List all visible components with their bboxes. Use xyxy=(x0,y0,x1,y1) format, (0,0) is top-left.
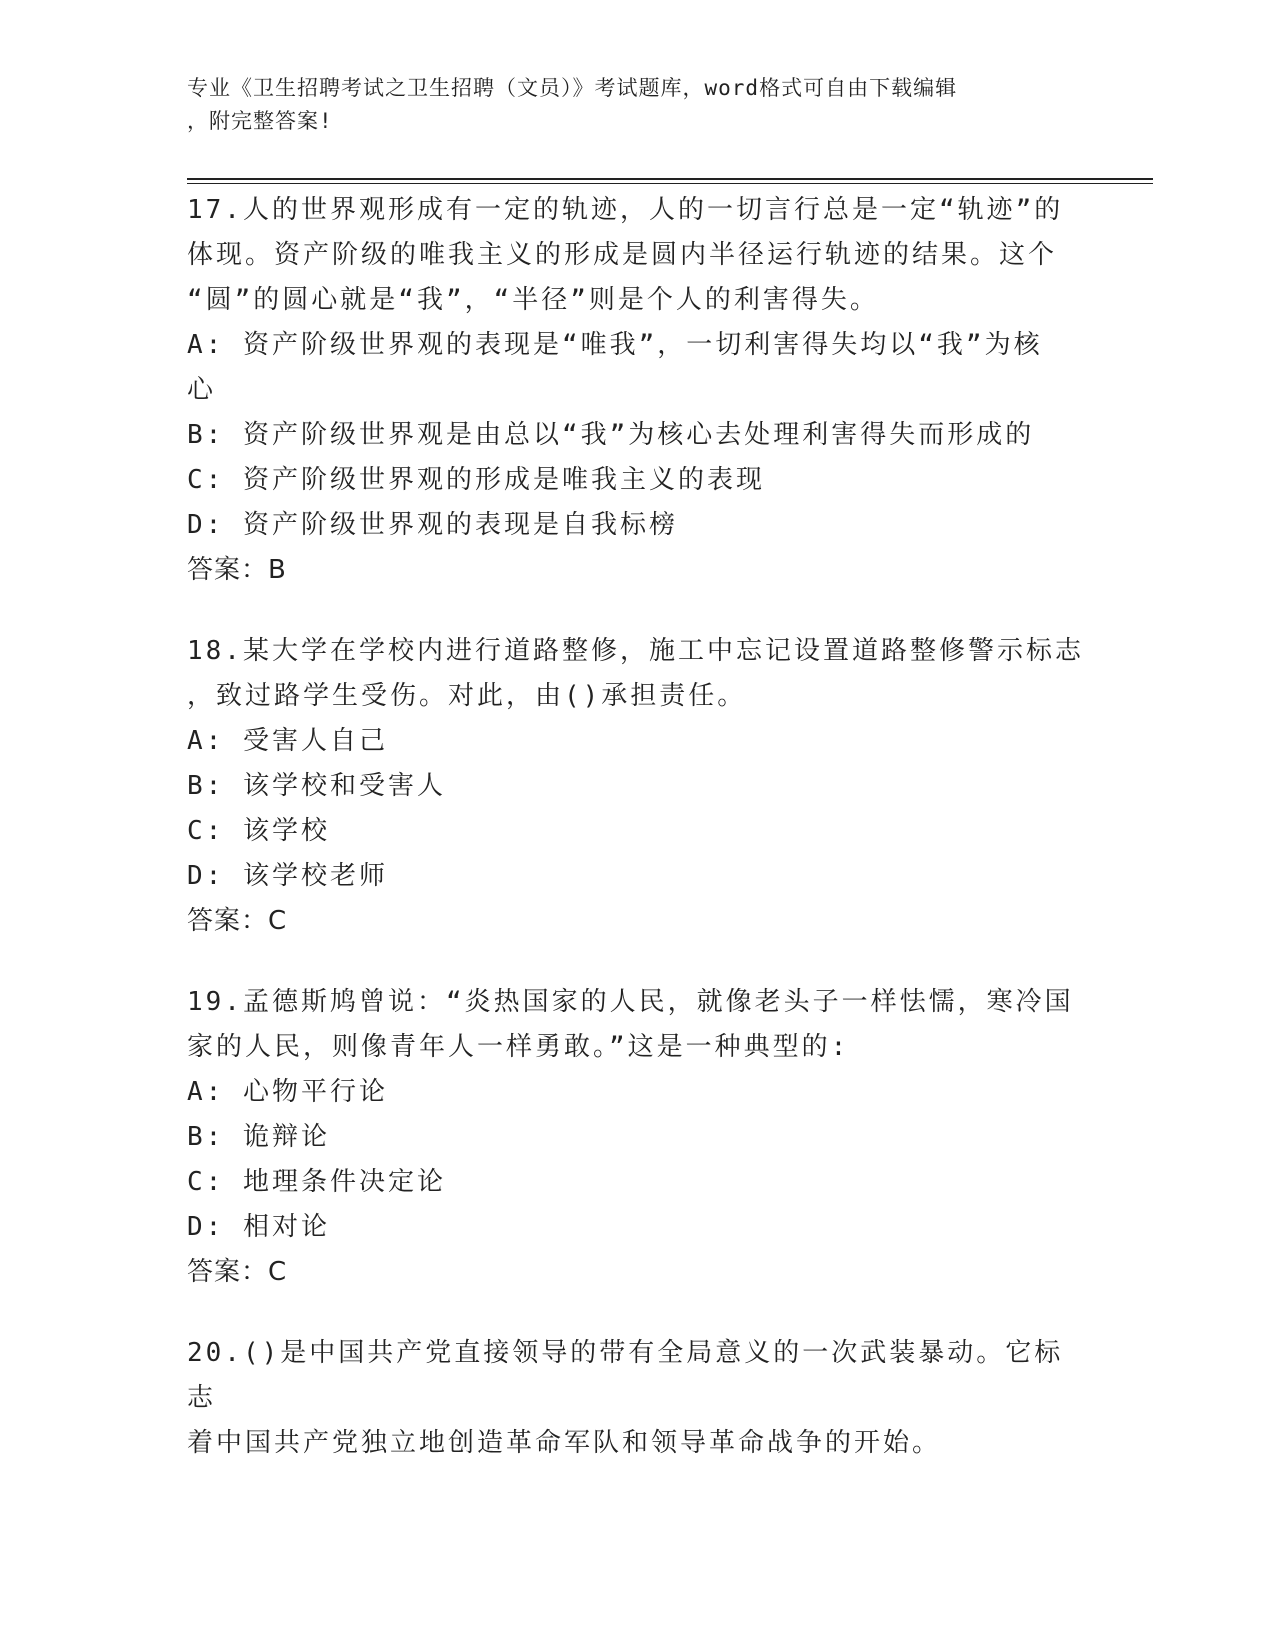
option-a: A: 心物平行论 xyxy=(187,1077,388,1107)
option-c: C: 地理条件决定论 xyxy=(187,1167,446,1197)
question-text-line: 19.孟德斯鸠曾说：“炎热国家的人民，就像老头子一样怯懦，寒冷国 xyxy=(187,987,1074,1017)
question-text-line: 17.人的世界观形成有一定的轨迹，人的一切言行总是一定“轨迹”的 xyxy=(187,195,1064,225)
option-line: A: 资产阶级世界观的表现是“唯我”，一切利害得失均以“我”为核 xyxy=(187,330,1043,360)
question-text xyxy=(187,629,1087,719)
question-18 xyxy=(187,629,1087,944)
question-text-line: 家的人民，则像青年人一样勇敢。”这是一种典型的: xyxy=(187,1032,850,1062)
answer-label: 答案：B xyxy=(187,555,287,585)
option-a xyxy=(187,323,1087,413)
answer-label: 答案：C xyxy=(187,1257,288,1287)
document-header xyxy=(187,72,1067,138)
question-text-line: ，致过路学生受伤。对此，由()承担责任。 xyxy=(187,681,747,711)
question-text-line: 着中国共产党独立地创造革命军队和领导革命战争的开始。 xyxy=(187,1428,942,1458)
question-text-line: 20.()是中国共产党直接领导的带有全局意义的一次武装暴动。它标志 xyxy=(187,1338,1064,1413)
question-20 xyxy=(187,1331,1087,1466)
option-d: D: 资产阶级世界观的表现是自我标榜 xyxy=(187,510,678,540)
question-text xyxy=(187,188,1087,323)
question-17 xyxy=(187,188,1087,593)
question-text xyxy=(187,1331,1087,1466)
option-c: C: 资产阶级世界观的形成是唯我主义的表现 xyxy=(187,465,765,495)
option-d: D: 相对论 xyxy=(187,1212,330,1242)
option-b: B: 该学校和受害人 xyxy=(187,771,446,801)
option-d: D: 该学校老师 xyxy=(187,861,388,891)
question-list xyxy=(187,188,1087,1502)
question-text-line: “圆”的圆心就是“我”，“半径”则是个人的利害得失。 xyxy=(187,285,879,315)
header-divider-thin xyxy=(187,183,1153,184)
option-a: A: 受害人自己 xyxy=(187,726,388,756)
option-b: B: 资产阶级世界观是由总以“我”为核心去处理利害得失而形成的 xyxy=(187,420,1035,450)
header-divider-thick xyxy=(187,178,1153,180)
option-line: 心 xyxy=(187,375,217,405)
question-text-line: 体现。资产阶级的唯我主义的形成是圆内半径运行轨迹的结果。这个 xyxy=(187,240,1058,270)
question-text xyxy=(187,980,1087,1070)
option-c: C: 该学校 xyxy=(187,816,330,846)
answer-label: 答案：C xyxy=(187,906,288,936)
header-line-2: ，附完整答案! xyxy=(187,109,333,133)
question-19 xyxy=(187,980,1087,1295)
option-b: B: 诡辩论 xyxy=(187,1122,330,1152)
header-line-1: 专业《卫生招聘考试之卫生招聘（文员）》考试题库，word格式可自由下载编辑 xyxy=(187,76,958,100)
question-text-line: 18.某大学在学校内进行道路整修，施工中忘记设置道路整修警示标志 xyxy=(187,636,1084,666)
